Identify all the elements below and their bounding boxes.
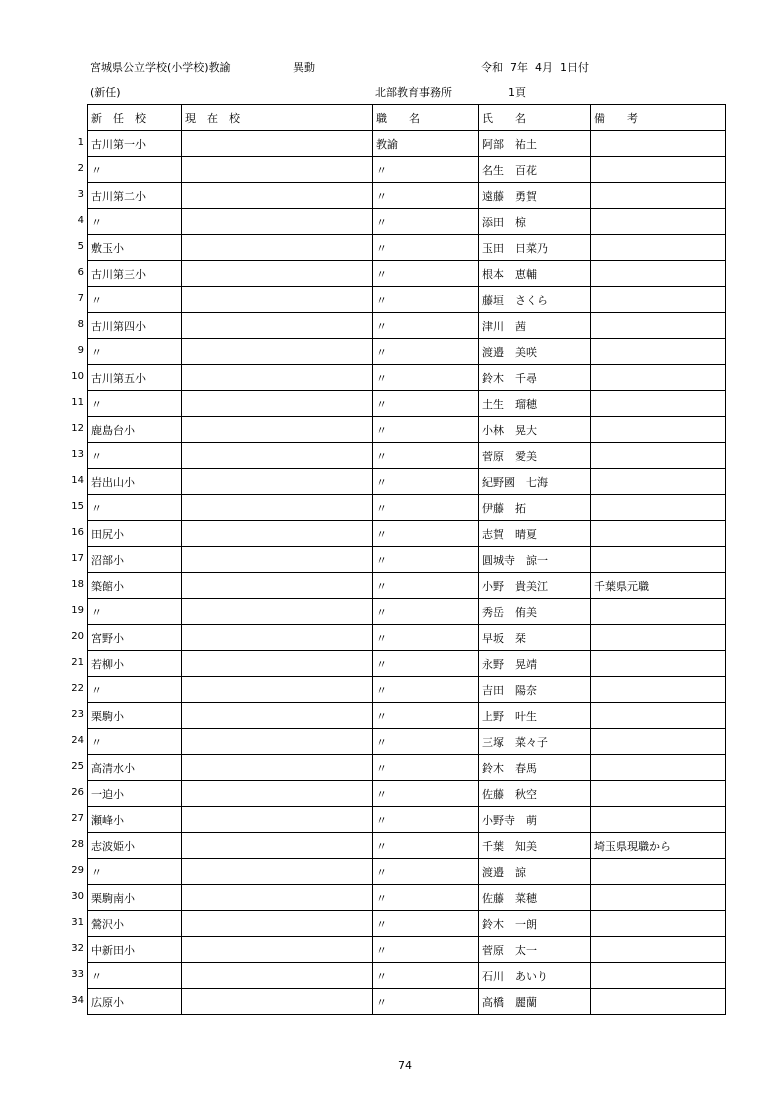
note-cell [591,781,726,807]
position-cell: 〃 [373,391,479,417]
row-number: 2 [77,163,84,174]
position-cell: 教諭 [373,131,479,157]
name-cell: 渡邉 美咲 [479,339,591,365]
new-school-cell: 岩出山小 [88,469,182,495]
position-cell: 〃 [373,677,479,703]
note-cell: 埼玉県現職から [591,833,726,859]
current-school-cell [182,963,373,989]
new-school-cell: 中新田小 [88,937,182,963]
position-cell: 〃 [373,339,479,365]
row-number: 33 [71,969,84,980]
table-row [88,807,726,833]
document-title: 宮城県公立学校(小学校)教諭 [90,61,231,74]
row-number: 17 [71,553,84,564]
position-cell: 〃 [373,521,479,547]
position-cell: 〃 [373,781,479,807]
table-row [88,235,726,261]
row-number: 22 [71,683,84,694]
position-cell: 〃 [373,729,479,755]
current-school-cell [182,157,373,183]
note-cell [591,469,726,495]
current-school-cell [182,781,373,807]
name-cell: 名生 百花 [479,157,591,183]
name-cell: 小林 晃大 [479,417,591,443]
row-number: 32 [71,943,84,954]
note-cell [591,365,726,391]
note-cell [591,391,726,417]
name-cell: 渡邉 諒 [479,859,591,885]
note-cell [591,339,726,365]
row-number: 14 [71,475,84,486]
row-number: 20 [71,631,84,642]
note-cell [591,703,726,729]
position-cell: 〃 [373,807,479,833]
current-school-cell [182,885,373,911]
table-row [88,391,726,417]
current-school-cell [182,417,373,443]
column-header-current-school: 現 在 校 [182,105,373,131]
current-school-cell [182,391,373,417]
row-number: 15 [71,501,84,512]
current-school-cell [182,677,373,703]
new-school-cell: 〃 [88,391,182,417]
table-row [88,339,726,365]
note-cell [591,495,726,521]
current-school-cell [182,131,373,157]
new-school-cell: 〃 [88,859,182,885]
note-cell [591,729,726,755]
name-cell: 鈴木 春馬 [479,755,591,781]
position-cell: 〃 [373,937,479,963]
table-row [88,755,726,781]
current-school-cell [182,183,373,209]
name-cell: 志賀 晴夏 [479,521,591,547]
position-cell: 〃 [373,599,479,625]
name-cell: 藤垣 さくら [479,287,591,313]
row-number: 31 [71,917,84,928]
table-row [88,547,726,573]
position-cell: 〃 [373,885,479,911]
new-school-cell: 古川第三小 [88,261,182,287]
name-cell: 佐藤 秋空 [479,781,591,807]
note-cell [591,287,726,313]
position-cell: 〃 [373,703,479,729]
new-school-cell: 高清水小 [88,755,182,781]
position-cell: 〃 [373,313,479,339]
row-number: 8 [77,319,84,330]
table-row [88,443,726,469]
row-number: 9 [77,345,84,356]
current-school-cell [182,235,373,261]
current-school-cell [182,703,373,729]
position-cell: 〃 [373,261,479,287]
table-row [88,365,726,391]
name-cell: 千葉 知美 [479,833,591,859]
table-row [88,911,726,937]
note-cell [591,807,726,833]
row-number: 10 [71,371,84,382]
position-cell: 〃 [373,183,479,209]
table-row [88,417,726,443]
new-school-cell: 古川第二小 [88,183,182,209]
table-row [88,521,726,547]
row-number: 7 [77,293,84,304]
note-cell: 千葉県元職 [591,573,726,599]
table-row [88,729,726,755]
note-cell [591,183,726,209]
table-row [88,313,726,339]
table-row [88,469,726,495]
note-cell [591,989,726,1015]
column-header-position: 職 名 [373,105,479,131]
table-row [88,859,726,885]
name-cell: 早坂 栞 [479,625,591,651]
row-number: 24 [71,735,84,746]
position-cell: 〃 [373,911,479,937]
table-row [88,781,726,807]
new-school-cell: 鹿島台小 [88,417,182,443]
position-cell: 〃 [373,235,479,261]
note-cell [591,859,726,885]
note-cell [591,599,726,625]
name-cell: 小野 貴美江 [479,573,591,599]
position-cell: 〃 [373,963,479,989]
new-school-cell: 敷玉小 [88,235,182,261]
note-cell [591,417,726,443]
current-school-cell [182,547,373,573]
new-school-cell: 〃 [88,287,182,313]
new-school-cell: 〃 [88,729,182,755]
position-cell: 〃 [373,989,479,1015]
name-cell: 玉田 日菜乃 [479,235,591,261]
current-school-cell [182,937,373,963]
table-row [88,625,726,651]
position-cell: 〃 [373,365,479,391]
table-row [88,677,726,703]
new-school-cell: 古川第五小 [88,365,182,391]
column-header-note: 備 考 [591,105,726,131]
table-row [88,183,726,209]
row-number: 19 [71,605,84,616]
note-cell [591,911,726,937]
row-number: 12 [71,423,84,434]
position-cell: 〃 [373,287,479,313]
position-cell: 〃 [373,859,479,885]
new-school-cell: 築館小 [88,573,182,599]
column-header-name: 氏 名 [479,105,591,131]
page-number: 74 [398,1059,412,1072]
current-school-cell [182,599,373,625]
name-cell: 鈴木 千尋 [479,365,591,391]
table-row [88,209,726,235]
current-school-cell [182,313,373,339]
position-cell: 〃 [373,833,479,859]
current-school-cell [182,365,373,391]
new-school-cell: 〃 [88,599,182,625]
new-school-cell: 〃 [88,339,182,365]
note-cell [591,157,726,183]
table-row [88,651,726,677]
current-school-cell [182,651,373,677]
name-cell: 土生 瑠穂 [479,391,591,417]
new-school-cell: 〃 [88,443,182,469]
name-cell: 圓城寺 諒一 [479,547,591,573]
row-number: 3 [77,189,84,200]
name-cell: 鈴木 一朗 [479,911,591,937]
current-school-cell [182,911,373,937]
name-cell: 紀野國 七海 [479,469,591,495]
row-number: 13 [71,449,84,460]
note-cell [591,937,726,963]
name-cell: 菅原 太一 [479,937,591,963]
current-school-cell [182,625,373,651]
current-school-cell [182,807,373,833]
note-cell [591,209,726,235]
position-cell: 〃 [373,755,479,781]
new-school-cell: 一迫小 [88,781,182,807]
table-row [88,573,726,599]
current-school-cell [182,443,373,469]
row-number: 26 [71,787,84,798]
name-cell: 佐藤 菜穂 [479,885,591,911]
name-cell: 秀岳 侑美 [479,599,591,625]
row-number: 29 [71,865,84,876]
new-school-cell: 栗駒南小 [88,885,182,911]
current-school-cell [182,261,373,287]
name-cell: 伊藤 拓 [479,495,591,521]
row-number: 23 [71,709,84,720]
position-cell: 〃 [373,651,479,677]
position-cell: 〃 [373,625,479,651]
current-school-cell [182,339,373,365]
new-school-cell: 古川第一小 [88,131,182,157]
roster-table [87,104,726,1015]
current-school-cell [182,729,373,755]
position-cell: 〃 [373,573,479,599]
note-cell [591,235,726,261]
note-cell [591,963,726,989]
note-cell [591,625,726,651]
new-school-cell: 鶯沢小 [88,911,182,937]
new-school-cell: 田尻小 [88,521,182,547]
table-row [88,833,726,859]
row-number: 11 [71,397,84,408]
current-school-cell [182,755,373,781]
note-cell [591,521,726,547]
new-school-cell: 志波姫小 [88,833,182,859]
position-cell: 〃 [373,547,479,573]
name-cell: 阿部 祐土 [479,131,591,157]
table-row [88,599,726,625]
table-row [88,989,726,1015]
page-label: 1頁 [508,86,526,99]
new-school-cell: 古川第四小 [88,313,182,339]
current-school-cell [182,833,373,859]
note-cell [591,677,726,703]
effective-date: 令和 7年 4月 1日付 [481,61,589,74]
current-school-cell [182,209,373,235]
name-cell: 吉田 陽奈 [479,677,591,703]
row-number: 16 [71,527,84,538]
row-number: 28 [71,839,84,850]
current-school-cell [182,989,373,1015]
table-row [88,261,726,287]
table-row [88,287,726,313]
new-school-cell: 沼部小 [88,547,182,573]
table-row [88,885,726,911]
office-name: 北部教育事務所 [375,86,452,99]
position-cell: 〃 [373,157,479,183]
name-cell: 小野寺 萌 [479,807,591,833]
note-cell [591,755,726,781]
name-cell: 高橋 麗蘭 [479,989,591,1015]
name-cell: 上野 叶生 [479,703,591,729]
new-school-cell: 〃 [88,963,182,989]
category-label: (新任) [90,86,121,99]
row-number: 6 [77,267,84,278]
table-header-row [88,105,726,131]
note-cell [591,443,726,469]
position-cell: 〃 [373,469,479,495]
note-cell [591,261,726,287]
current-school-cell [182,495,373,521]
new-school-cell: 〃 [88,495,182,521]
row-number: 21 [71,657,84,668]
column-header-new-school: 新 任 校 [88,105,182,131]
name-cell: 津川 茜 [479,313,591,339]
note-cell [591,313,726,339]
current-school-cell [182,469,373,495]
row-number: 4 [77,215,84,226]
table-row [88,157,726,183]
current-school-cell [182,573,373,599]
new-school-cell: 宮野小 [88,625,182,651]
name-cell: 菅原 愛美 [479,443,591,469]
position-cell: 〃 [373,417,479,443]
name-cell: 添田 椋 [479,209,591,235]
row-number: 5 [77,241,84,252]
position-cell: 〃 [373,495,479,521]
new-school-cell: 〃 [88,677,182,703]
name-cell: 遠藤 勇賀 [479,183,591,209]
note-cell [591,651,726,677]
new-school-cell: 広原小 [88,989,182,1015]
position-cell: 〃 [373,209,479,235]
current-school-cell [182,859,373,885]
name-cell: 三塚 菜々子 [479,729,591,755]
new-school-cell: 〃 [88,157,182,183]
table-row [88,937,726,963]
position-cell: 〃 [373,443,479,469]
table-row [88,495,726,521]
current-school-cell [182,521,373,547]
row-number: 18 [71,579,84,590]
table-row [88,703,726,729]
new-school-cell: 〃 [88,209,182,235]
name-cell: 根本 恵輔 [479,261,591,287]
new-school-cell: 若柳小 [88,651,182,677]
document-type: 異動 [293,61,315,74]
row-number: 1 [77,137,84,148]
row-number: 27 [71,813,84,824]
row-number: 25 [71,761,84,772]
name-cell: 石川 あいり [479,963,591,989]
name-cell: 永野 晃靖 [479,651,591,677]
new-school-cell: 瀬峰小 [88,807,182,833]
row-number: 30 [71,891,84,902]
note-cell [591,547,726,573]
note-cell [591,885,726,911]
current-school-cell [182,287,373,313]
table-row [88,131,726,157]
note-cell [591,131,726,157]
new-school-cell: 栗駒小 [88,703,182,729]
table-row [88,963,726,989]
row-number: 34 [71,995,84,1006]
